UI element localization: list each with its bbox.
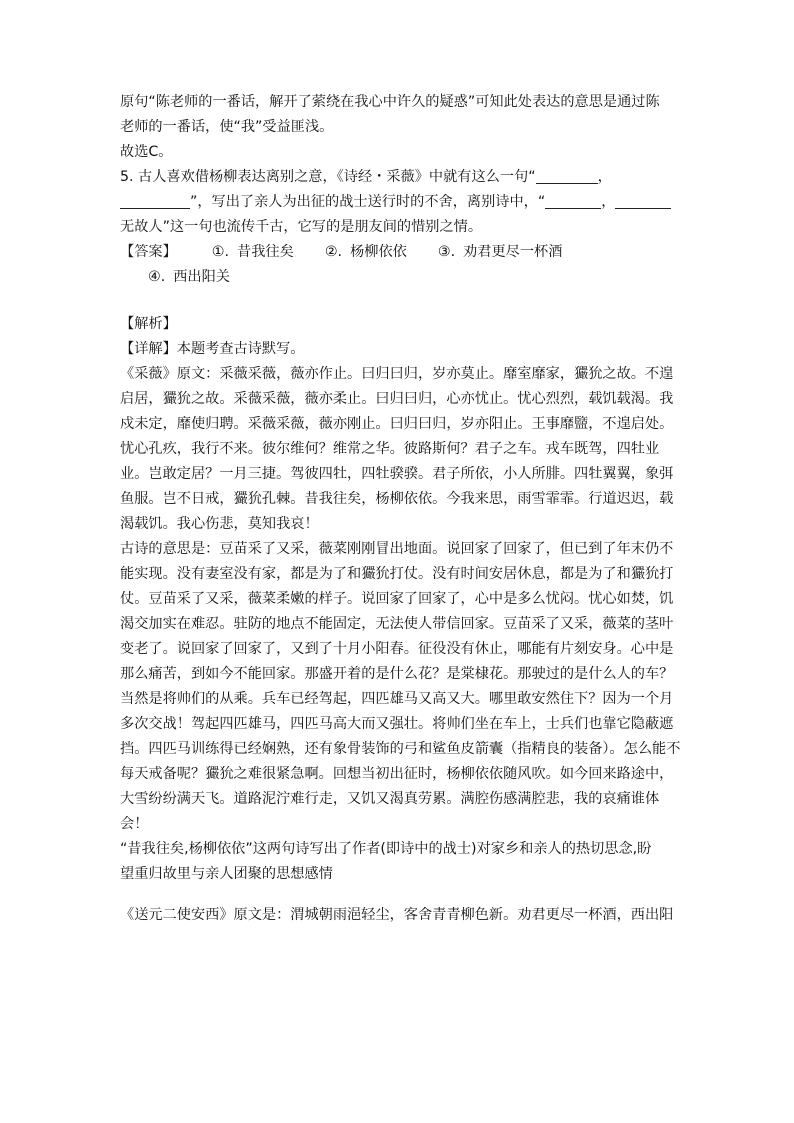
text-line: 启居，玁狁之故。采薇采薇，薇亦柔止。曰归曰归，心亦忧止。忧心烈烈，载饥载渴。我 xyxy=(120,391,674,407)
text-line: 戍未定，靡使归聘。采薇采薇，薇亦刚止。曰归曰归，岁亦阳止。王事靡盬，不遑启处。 xyxy=(120,416,674,432)
text-line: 当然是将帅们的从乘。兵车已经驾起，四匹雄马又高又大。哪里敢安然住下？因为一个月 xyxy=(120,691,674,707)
detail-label: 【详解】 xyxy=(120,341,177,357)
text-line: 古诗的意思是：豆苗采了又采，薇菜刚刚冒出地面。说回家了回家了，但已到了年末仍不 xyxy=(120,541,674,557)
intro-line-2: 老师的一番话，使“我”受益匪浅。 xyxy=(120,119,334,135)
text-line: 仗。豆苗采了又采，薇菜柔嫩的样子。说回家了回家了，心中是多么忧闷。忧心如焚，饥 xyxy=(120,591,674,607)
text-line: 变老了。说回家了回家了，又到了十月小阳春。征役没有休止，哪能有片刻安身。心中是 xyxy=(120,641,674,657)
answer-item-3: ③. 劝君更尽一杯酒 xyxy=(437,244,563,260)
text-line: 那么痛苦，到如今不能回家。那盛开着的是什么花？是棠棣花。那驶过的是什么人的车？ xyxy=(120,666,674,682)
intro-line-3: 故选C。 xyxy=(120,144,173,160)
document-page xyxy=(120,90,681,928)
text-line: 渴载饥。我心伤悲，莫知我哀！ xyxy=(120,516,319,532)
text-line: 《采薇》原文：采薇采薇，薇亦作止。曰归曰归，岁亦莫止。靡室靡家，玁狁之故。不遑 xyxy=(120,366,674,382)
fill-blank-3 xyxy=(545,192,601,209)
text-line: 每天戒备呢？玁狁之难很紧急啊。回想当初出征时，杨柳依依随风吹。如今回来路途中， xyxy=(120,766,674,782)
detail-text: 本题考查古诗默写。 xyxy=(176,341,305,357)
question-line-1 xyxy=(120,165,676,190)
text-line: 能实现。没有妻室没有家，都是为了和玁狁打仗。没有时间安居休息，都是为了和玁狁打 xyxy=(120,566,674,582)
text-line: “昔我往矣,杨柳依依”这两句诗写出了作者(即诗中的战士)对家乡和亲人的热切思念,盼 xyxy=(120,841,652,857)
text-line: 多次交战！驾起四匹雄马，四匹马高大而又强壮。将帅们坐在车上，士兵们也靠它隐蔽遮 xyxy=(120,716,674,732)
text-line: 业。岂敢定居？一月三捷。驾彼四牡，四牡骙骙。君子所依，小人所腓。四牡翼翼，象弭 xyxy=(120,466,674,482)
answer-label: 【答案】 xyxy=(120,244,177,260)
answer-row xyxy=(120,240,676,265)
answer-row-2 xyxy=(120,265,676,290)
answer-item-1: ①. 昔我往矣 xyxy=(211,244,294,260)
text-line: 鱼服。岂不日戒，玁狁孔棘。昔我往矣，杨柳依依。今我来思，雨雪霏霏。行道迟迟，载 xyxy=(120,491,674,507)
analysis-label: 【解析】 xyxy=(120,316,177,332)
question-text: ”，写出了亲人为出征的战士送行时的不舍，离别诗中，“ xyxy=(190,194,546,210)
fill-blank-4 xyxy=(615,192,671,209)
text-line: 大雪纷纷满天飞。道路泥泞难行走，又饥又渴真劳累。满腔伤感满腔悲，我的哀痛谁体 xyxy=(120,791,660,807)
intro-line-1: 原句“陈老师的一番话，解开了萦绕在我心中许久的疑惑”可知此处表达的意思是通过陈 xyxy=(120,94,660,110)
text-line: 望重归故里与亲人团聚的思想感情 xyxy=(120,866,333,882)
question-comma: ， xyxy=(597,169,612,185)
fill-blank-1 xyxy=(536,167,598,184)
answer-item-4: ④. 西出阳关 xyxy=(148,269,230,285)
poem-caiwei-original xyxy=(120,362,676,537)
text-line: 挡。四匹马训练得已经娴熟，还有象骨装饰的弓和鲨鱼皮箭囊（指精良的装备）。怎么能不 xyxy=(120,741,681,757)
answer-item-2: ②. 杨柳依依 xyxy=(324,244,407,260)
question-text: 5. 古人喜欢借杨柳表达离别之意，《诗经・采薇》中就有这么一句“ xyxy=(120,169,536,185)
fill-blank-2 xyxy=(120,192,190,209)
question-line-3: 无故人”这一句也流传千古，它写的是朋友间的惜别之情。 xyxy=(120,219,483,235)
text-line: 忧心孔疚，我行不来。彼尔维何？维常之华。彼路斯何？君子之车。戎车既驾，四牡业 xyxy=(120,441,660,457)
poem-comment xyxy=(120,837,676,887)
detail-row xyxy=(120,337,676,362)
text-line: 渴交加实在难忍。驻防的地点不能固定，无法使人带信回家。豆苗采了又采，薇菜的茎叶 xyxy=(120,616,674,632)
poem-songyuaner-original: 《送元二使安西》原文是：渭城朝雨浥轻尘，客舍青青柳色新。劝君更尽一杯酒，西出阳 xyxy=(120,907,674,923)
question-comma: ， xyxy=(601,194,616,210)
text-line: 会！ xyxy=(120,816,149,832)
question-line-2 xyxy=(120,190,676,215)
poem-meaning xyxy=(120,537,681,837)
